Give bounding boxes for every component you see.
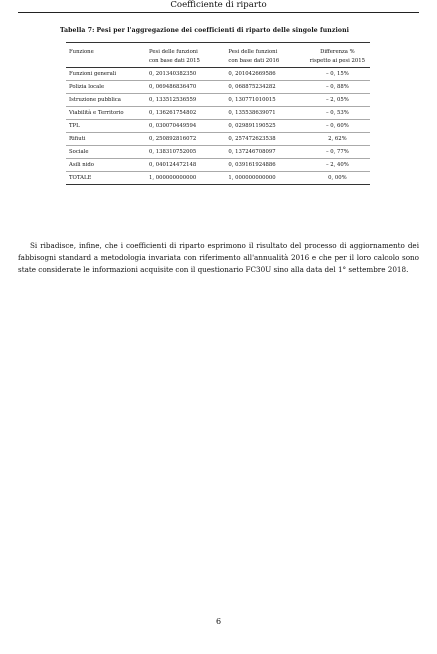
table-row (66, 94, 370, 107)
cell-funzione: Viabilità e Territorio (66, 107, 146, 120)
cell-pesi-2016: 0, 130771010015 (225, 94, 304, 107)
cell-pesi-2016: 0, 068875234282 (225, 81, 304, 94)
cell-pesi-2015: 0, 030070449594 (146, 120, 225, 133)
cell-differenza: – 0, 60% (305, 120, 370, 133)
cell-differenza: – 0, 77% (305, 146, 370, 159)
column-header-differenza: Differenza % (305, 43, 370, 56)
column-header-pesi-2016: Pesi delle funzioni (225, 43, 304, 56)
running-header (18, 0, 419, 13)
cell-pesi-2016: 0, 135538639071 (225, 107, 304, 120)
table-header-row (66, 43, 370, 56)
cell-differenza: – 2, 40% (305, 159, 370, 172)
cell-funzione: Sociale (66, 146, 146, 159)
cell-funzione: Funzioni generali (66, 68, 146, 81)
cell-differenza: – 0, 88% (305, 81, 370, 94)
cell-pesi-2016: 1, 000000000000 (225, 172, 304, 185)
cell-pesi-2015: 0, 250892816072 (146, 133, 225, 146)
cell-pesi-2015: 0, 069486836470 (146, 81, 225, 94)
cell-differenza: 2, 62% (305, 133, 370, 146)
cell-funzione: TPL (66, 120, 146, 133)
cell-pesi-2015: 0, 133512536559 (146, 94, 225, 107)
running-header-title: Coefficiente di riparto (170, 0, 267, 10)
page-number: 6 (215, 617, 222, 626)
column-subheader-funzione (66, 55, 146, 68)
cell-pesi-2015: 0, 040124472148 (146, 159, 225, 172)
cell-funzione: Istruzione pubblica (66, 94, 146, 107)
table-caption-text: Pesi per l'aggregazione dei coefficienti di riparto delle singole funzioni (96, 27, 350, 34)
column-subheader-pesi-2016: con base dati 2016 (225, 55, 304, 68)
cell-pesi-2016: 0, 039161924886 (225, 159, 304, 172)
cell-differenza: 0, 00% (305, 172, 370, 185)
table-row (66, 68, 370, 81)
table-caption-label: Tabella 7: (60, 27, 95, 34)
weights-table (66, 42, 370, 185)
table-header-subrow (66, 55, 370, 68)
table-caption (60, 26, 380, 35)
table-row-total (66, 172, 370, 185)
column-header-funzione: Funzione (66, 43, 146, 56)
cell-pesi-2015: 1, 000000000000 (146, 172, 225, 185)
cell-pesi-2016: 0, 137246708097 (225, 146, 304, 159)
cell-differenza: – 0, 15% (305, 68, 370, 81)
cell-pesi-2015: 0, 136261754802 (146, 107, 225, 120)
cell-funzione: TOTALE (66, 172, 146, 185)
cell-pesi-2015: 0, 138310752005 (146, 146, 225, 159)
column-subheader-differenza: rispetto ai pesi 2015 (305, 55, 370, 68)
table-row (66, 81, 370, 94)
cell-pesi-2015: 0, 201340382350 (146, 68, 225, 81)
cell-pesi-2016: 0, 029891190525 (225, 120, 304, 133)
table-row (66, 146, 370, 159)
cell-differenza: – 2, 05% (305, 94, 370, 107)
column-header-pesi-2015: Pesi delle funzioni (146, 43, 225, 56)
body-paragraph: Si ribadisce, infine, che i coefficienti di riparto esprimono il risultato del processo di aggiornamento dei fabbisogni standard a metodologia invariata con riferimento all'annualità 2016 e che per il loro calcolo sono state considerate le informazioni acquisite con il questionario FC30U sino alla data del 1° settembre 2018. (18, 241, 419, 274)
table-row (66, 133, 370, 146)
cell-funzione: Asili nido (66, 159, 146, 172)
table-row (66, 107, 370, 120)
cell-pesi-2016: 0, 257472623538 (225, 133, 304, 146)
table-row (66, 159, 370, 172)
cell-funzione: Rifiuti (66, 133, 146, 146)
cell-differenza: – 0, 53% (305, 107, 370, 120)
cell-funzione: Polizia locale (66, 81, 146, 94)
column-subheader-pesi-2015: con base dati 2015 (146, 55, 225, 68)
cell-pesi-2016: 0, 201042669586 (225, 68, 304, 81)
table-row (66, 120, 370, 133)
